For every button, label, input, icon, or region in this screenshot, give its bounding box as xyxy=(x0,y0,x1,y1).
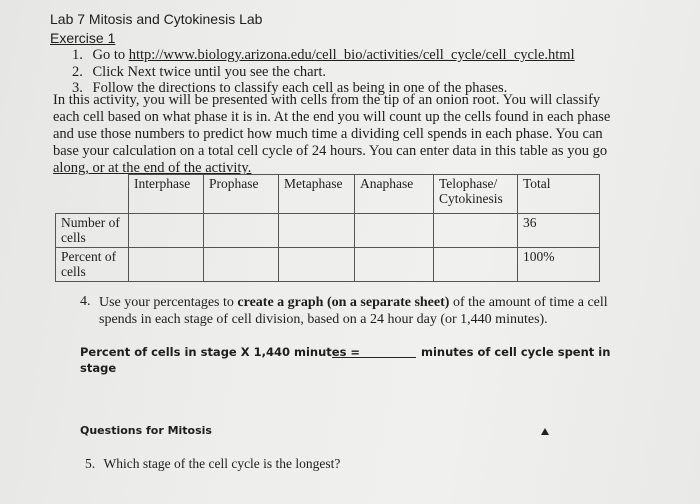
cell-percent-total: 100% xyxy=(518,248,600,282)
page-title: Lab 7 Mitosis and Cytokinesis Lab xyxy=(50,11,263,27)
formula-right: minutes of cell cycle spent in xyxy=(421,345,611,359)
cell-percent-telophase[interactable] xyxy=(434,248,518,282)
cell-count-table xyxy=(55,174,600,282)
instructions-underlined: along, or at the end of the activity. xyxy=(53,160,252,176)
header-prophase: Prophase xyxy=(204,175,279,214)
cell-number-interphase[interactable] xyxy=(129,214,204,248)
cell-number-telophase[interactable] xyxy=(434,214,518,248)
question-5-number: 5. xyxy=(85,456,96,471)
instructions-text: In this activity, you will be presented with cells from the tip of an onion root. You will classify each cell based on what phase it is in. At the end you will count up the cells found in each phase and use those numbers to predict how much time a dividing cell spends in each phase. You can base your calculation on a total cell cycle of 24 hours. You can enter data in this table as you go xyxy=(53,92,611,159)
question-4-bold: create a graph (on a separate sheet) xyxy=(237,295,450,310)
cell-percent-metaphase[interactable] xyxy=(279,248,355,282)
step-3-number: 3. xyxy=(72,80,83,96)
instructions-paragraph xyxy=(53,92,623,177)
cell-number-total: 36 xyxy=(518,214,600,248)
question-4-number: 4. xyxy=(80,294,91,309)
cell-number-prophase[interactable] xyxy=(204,214,279,248)
question-4-post: of the amount of time a cell spends in each stage of cell division, based on a 24 hour day (or 1,440 minutes). xyxy=(99,295,608,327)
header-anaphase: Anaphase xyxy=(355,175,434,214)
question-5 xyxy=(85,456,340,472)
cell-percent-prophase[interactable] xyxy=(204,248,279,282)
formula-blank-line[interactable] xyxy=(332,357,416,358)
header-metaphase: Metaphase xyxy=(279,175,355,214)
cell-cycle-link[interactable]: http://www.biology.arizona.edu/cell_bio/activities/cell_cycle/cell_cycle.html xyxy=(128,47,575,63)
table-header-row xyxy=(56,175,600,214)
table-row-percent-of-cells xyxy=(56,248,600,282)
cell-number-metaphase[interactable] xyxy=(279,214,355,248)
header-interphase: Interphase xyxy=(129,175,204,214)
step-2-text: Click Next twice until you see the chart. xyxy=(92,64,327,80)
row-label-percent-of-cells: Percent of cells xyxy=(56,248,129,282)
question-4 xyxy=(99,294,639,328)
question-4-pre: Use your percentages to xyxy=(99,295,234,310)
step-2 xyxy=(72,64,326,81)
exercise-heading: Exercise 1 xyxy=(50,30,116,46)
step-1-number: 1. xyxy=(72,47,83,63)
cell-percent-interphase[interactable] xyxy=(129,248,204,282)
table-row-number-of-cells xyxy=(56,214,600,248)
question-5-text: Which stage of the cell cycle is the longest? xyxy=(103,456,341,471)
formula-left: Percent of cells in stage X 1,440 minutes = xyxy=(80,345,361,359)
row-label-number-of-cells: Number of cells xyxy=(56,214,129,248)
formula-stage: stage xyxy=(80,361,117,375)
questions-heading: Questions for Mitosis xyxy=(80,424,212,437)
step-2-number: 2. xyxy=(72,64,83,80)
header-telophase-cytokinesis: Telophase/ Cytokinesis xyxy=(434,175,518,214)
step-1 xyxy=(72,47,575,64)
step-1-prefix: Go to xyxy=(92,47,126,63)
cell-number-anaphase[interactable] xyxy=(355,214,434,248)
header-total: Total xyxy=(518,175,600,214)
cell-percent-anaphase[interactable] xyxy=(355,248,434,282)
table-corner-cell xyxy=(56,175,129,214)
mouse-cursor-icon xyxy=(541,428,549,435)
step-3-text: Follow the directions to classify each cell as being in one of the phases. xyxy=(92,80,508,96)
